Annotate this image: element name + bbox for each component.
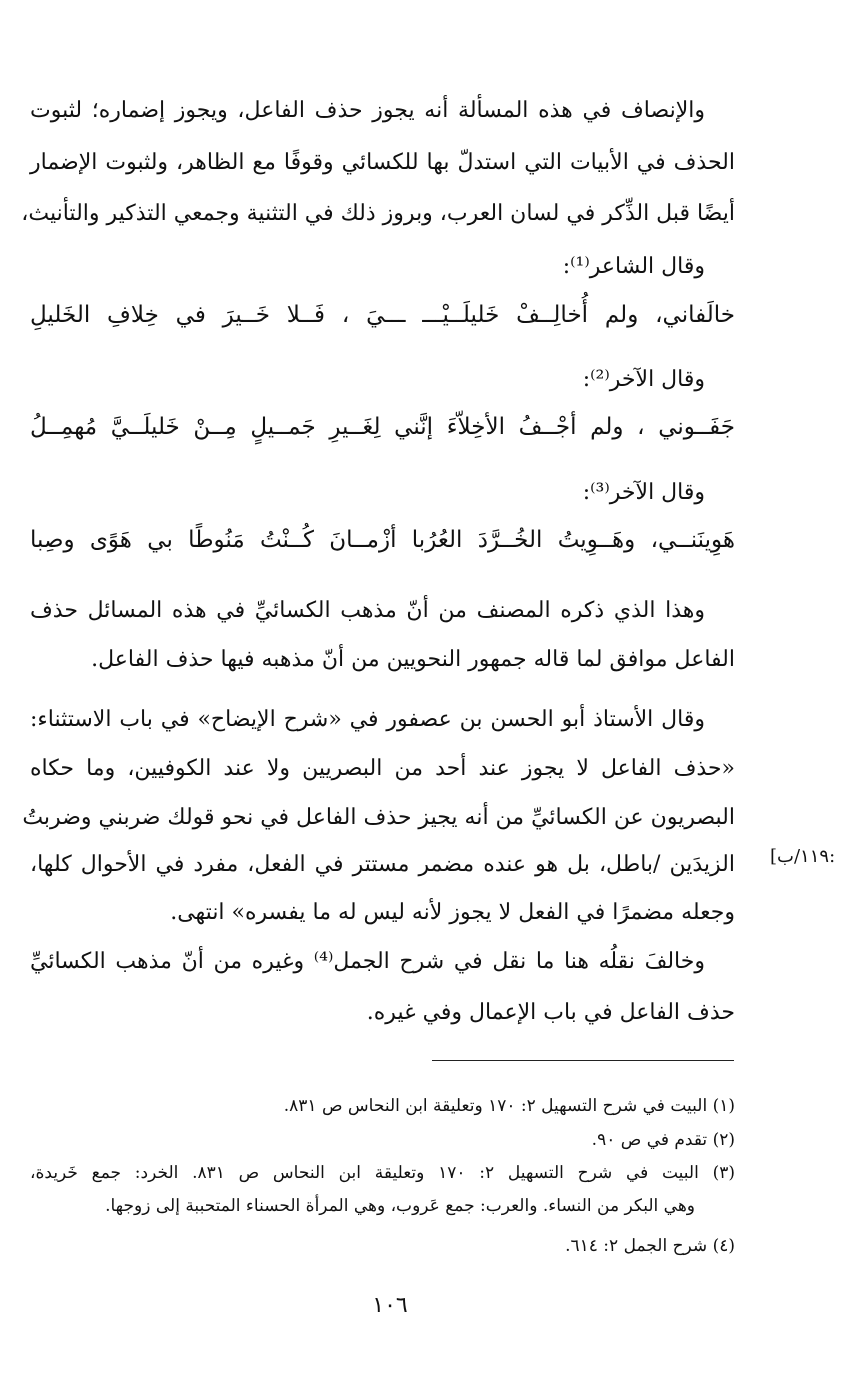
footnote-separator xyxy=(432,1060,734,1061)
paragraph-line: حذف الفاعل في باب الإعمال وفي غيره. xyxy=(366,1000,735,1025)
verse-line: خالَفاني، ولم أُخالِــفْ خَليلَــيْـــ ـــيَ ، فَــلا خَــيرَ في خِلافِ الخَليلِ xyxy=(30,302,735,328)
footnote-line: (٢) تقدم في ص ٩٠. xyxy=(591,1130,735,1150)
paragraph-line: والإنصاف في هذه المسألة أنه يجوز حذف الفاعل، ويجوز إضماره؛ لثبوت xyxy=(30,98,705,123)
paragraph-line: وقال الشاعر⁽¹⁾: xyxy=(562,254,705,279)
paragraph-line: البصريون عن الكسائيِّ من أنه يجيز حذف الفاعل في نحو قولك ضربني وضربتُ xyxy=(22,805,735,830)
paragraph-line: الحذف في الأبيات التي استدلّ بها للكسائي وقوفًا مع الظاهر، ولثبوت الإضمار xyxy=(30,150,735,175)
footnote-line: (٣) البيت في شرح التسهيل ٢: ١٧٠ وتعليقة ابن النحاس ص ٨٣١. الخرد: جمع خَريدة، xyxy=(30,1163,735,1183)
verse-line: هَوِينَنــي، وهَــوِيتُ الخُــرَّدَ العُرُبا أزْمــانَ كُــنْتُ مَنُوطًا بي هَوًى وصِبا xyxy=(30,527,735,553)
margin-folio-note: :١١٩/ب] xyxy=(770,846,836,867)
footnote-line: (٤) شرح الجمل ٢: ٦١٤. xyxy=(565,1236,735,1256)
paragraph-line: الزيدَين /باطل، بل هو عنده مضمر مستتر في الفعل، مفرد في الأحوال كلها، xyxy=(30,852,735,877)
paragraph-line: الفاعل موافق لما قاله جمهور النحويين من أنّ مذهبه فيها حذف الفاعل. xyxy=(91,647,735,672)
paragraph-line: «حذف الفاعل لا يجوز عند أحد من البصريين ولا عند الكوفيين، وما حكاه xyxy=(30,756,735,781)
verse-line: جَفَــوني ، ولم أجْــفُ الأخِلاّءَ إنَّني لِغَــيرِ جَمــيلٍ مِــنْ خَليلَــيَّ مُهمِــلُ xyxy=(30,414,735,440)
paragraph-line: وقال الآخر⁽³⁾: xyxy=(582,480,705,505)
paragraph-line: وهذا الذي ذكره المصنف من أنّ مذهب الكسائيِّ في هذه المسائل حذف xyxy=(30,598,705,623)
paragraph-line: وقال الأستاذ أبو الحسن بن عصفور في «شرح الإيضاح» في باب الاستثناء: xyxy=(30,707,705,732)
paragraph-line: وجعله مضمرًا في الفعل لا يجوز لأنه ليس له ما يفسره» انتهى. xyxy=(170,900,735,925)
paragraph-line: وقال الآخر⁽²⁾: xyxy=(582,367,705,392)
page-number: ١٠٦ xyxy=(372,1293,408,1318)
footnote-line: وهي البكر من النساء. والعرب: جمع عَروب، وهي المرأة الحسناء المتحببة إلى زوجها. xyxy=(105,1196,695,1216)
paragraph-line: وخالفَ نقلُه هنا ما نقل في شرح الجمل⁽⁴⁾ وغيره من أنّ مذهب الكسائيِّ xyxy=(30,949,705,974)
footnote-line: (١) البيت في شرح التسهيل ٢: ١٧٠ وتعليقة ابن النحاس ص ٨٣١. xyxy=(283,1096,735,1116)
paragraph-line: أيضًا قبل الذِّكر في لسان العرب، وبروز ذلك في التثنية وجمعي التذكير والتأنيث، xyxy=(21,201,735,226)
